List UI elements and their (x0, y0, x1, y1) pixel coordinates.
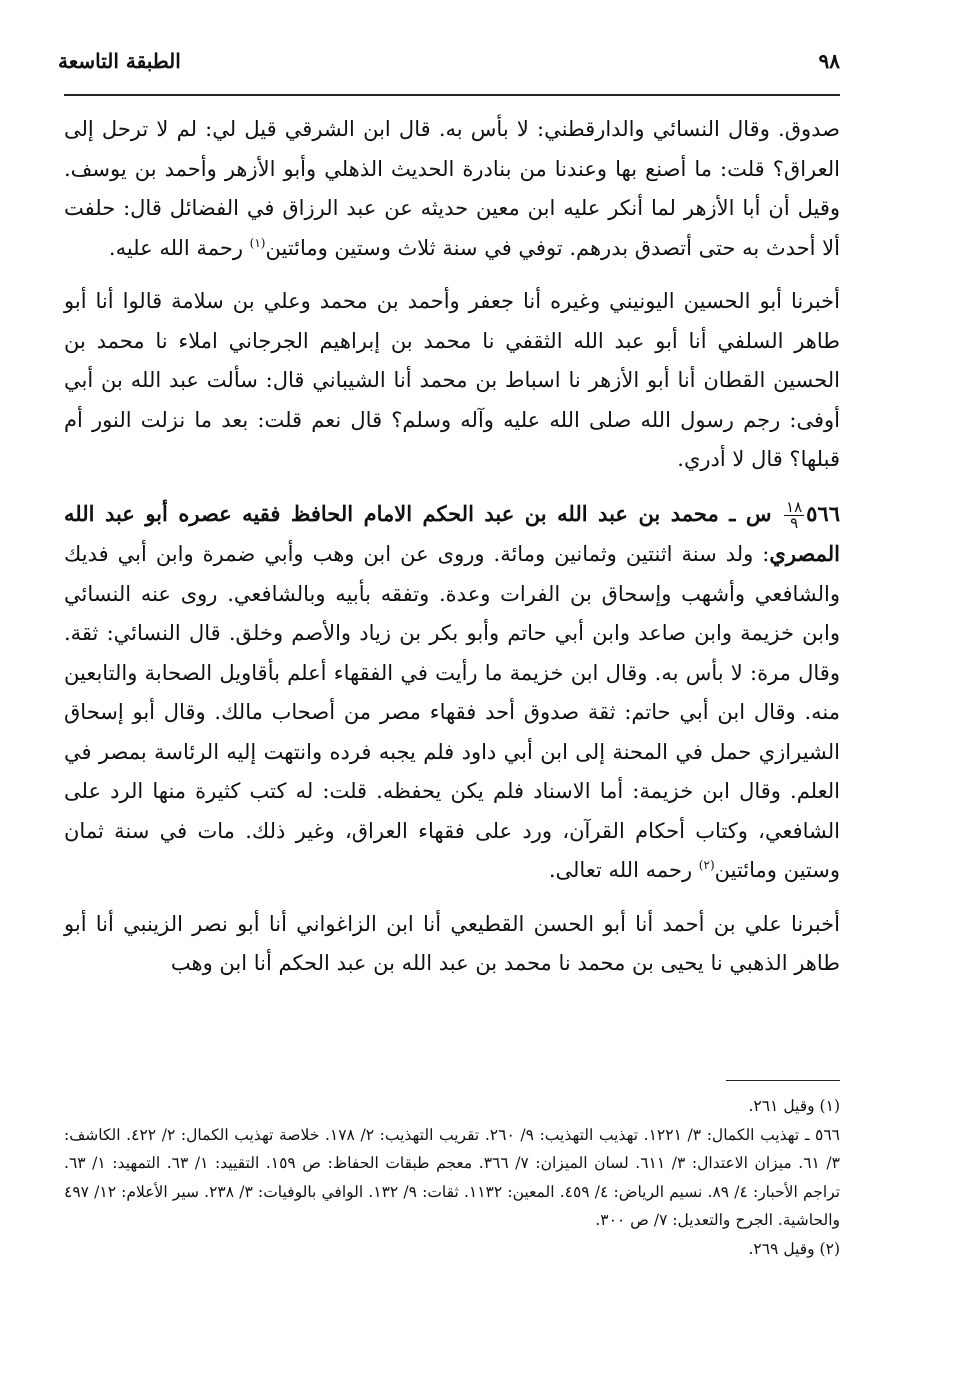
footnote-1: (١) وقيل ٢٦١. (748, 1097, 840, 1115)
page-number: ٩٨ (818, 49, 840, 73)
page-header (58, 44, 840, 78)
header-rule (64, 94, 840, 96)
paragraph-1-text: صدوق. وقال النسائي والدارقطني: لا بأس به. قال ابن الشرقي قيل لي: لم لا ترحل إلى العراق؟ قلت: ما أصنع بها وعندنا من بنادرة الحديث الذهلي وأبو الأزهر وأحمد بن يوسف. وقيل أن أبا الأزهر لما أنكر عليه ابن معين حديثه عن عبد الرزاق في الفضائل قال: حلفت ألا أحدث به حتى أتصدق بدرهم. توفي في سنة ثلاث وستين ومائتين (64, 117, 840, 260)
entry-tail: رحمه الله تعالى. (548, 858, 699, 882)
footnote-ref-2: (٢) (698, 858, 715, 872)
entry-fraction (784, 497, 804, 532)
biography-entry (64, 494, 840, 891)
fraction-denominator: ٩ (790, 513, 799, 532)
entry-heading: س ـ محمد بن عبد الله بن عبد الحكم الامام الحافظ فقيه عصره أبو عبد الله المصري (64, 500, 840, 566)
paragraph-1-tail: رحمة الله عليه. (108, 235, 250, 260)
entry-body: : ولد سنة اثنتين وثمانين ومائة. وروى عن ابن وهب وأبي ضمرة وابن أبي فديك والشافعي وأشهب وإسحاق بن الفرات وعدة. وتفقه بأبيه وبالشافعي. روى عنه النسائي وابن خزيمة وابن صاعد وابن أبي حاتم وأبو بكر بن زياد والأصم وخلق. قال النسائي: ثقة. وقال مرة: لا بأس به. وقال ابن خزيمة ما رأيت في الفقهاء أعلم بأقاويل الصحابة والتابعين منه. وقال ابن أبي حاتم: ثقة صدوق أحد فقهاء مصر من أصحاب مالك. وقال أبو إسحاق الشيرازي حمل في المحنة إلى ابن أبي داود فلم يجبه فرده وانتهت إليه الرئاسة بمصر في العلم. وقال ابن خزيمة: أما الاسناد فلم يكن يحفظه. قلت: له كتب كثيرة منها الرد على الشافعي، وكتاب أحكام القرآن، ورد على فقهاء العراق، وغير ذلك. مات في سنة ثمان وستين ومائتين (64, 542, 840, 882)
fraction-numerator: ١٨ (786, 497, 803, 516)
main-text (64, 110, 840, 998)
paragraph-last: أخبرنا علي بن أحمد أنا أبو الحسن القطيعي أنا ابن الزاغواني أنا أبو نصر الزينبي أنا أبو طاهر الذهبي نا يحيى بن محمد نا محمد بن عبد الله بن عبد الحكم أنا ابن وهب (64, 911, 840, 975)
footnotes (64, 1092, 840, 1263)
footnote-566-sources: ٥٦٦ ـ تهذيب الكمال: ٣/ ١٢٢١. تهذيب التهذيب: ٩/ ٢٦٠. تقريب التهذيب: ٢/ ١٧٨. خلاصة تهذيب الكمال: ٢/ ٤٢٢. الكاشف: ٣/ ٦١. ميزان الاعتدال: ٣/ ٦١١. لسان الميزان: ٧/ ٣٦٦. معجم طبقات الحفاظ: ص ١٥٩. التقييد: ١/ ٦٣. التمهيد: ١/ ٦٣. تراجم الأحبار: ٤/ ٨٩. نسيم الرياض: ٤/ ٤٥٩. المعين: ١١٣٢. ثقات: ٩/ ١٣٢. الوافي بالوفيات: ٣/ ٢٣٨. سير الأعلام: ١٢/ ٤٩٧ والحاشية. الجرح والتعديل: ٧/ ص ٣٠٠. (64, 1125, 841, 1229)
footnote-ref-1: (١) (249, 235, 266, 250)
footnote-2: (٢) وقيل ٢٦٩. (748, 1239, 840, 1258)
footnote-rule (726, 1080, 840, 1081)
running-title: الطبقة التاسعة (58, 49, 181, 73)
paragraph-1 (64, 110, 840, 268)
paragraph-2: أخبرنا أبو الحسين اليونيني وغيره أنا جعفر وأحمد بن محمد وعلي بن سلامة قالوا أنا أبو طاهر السلفي أنا أبو عبد الله الثقفي نا محمد بن إبراهيم الجرجاني املاء نا محمد بن الحسين القطان أنا أبو الأزهر نا اسباط بن محمد أنا الشيباني قال: سألت عبد الله بن أبي أوفى: رجم رسول الله صلى الله عليه وآله وسلم؟ قال نعم قلت: بعد ما نزلت النور أم قبلها؟ قال لا أدري. (64, 289, 840, 471)
entry-number: ٥٦٦ (806, 500, 840, 526)
